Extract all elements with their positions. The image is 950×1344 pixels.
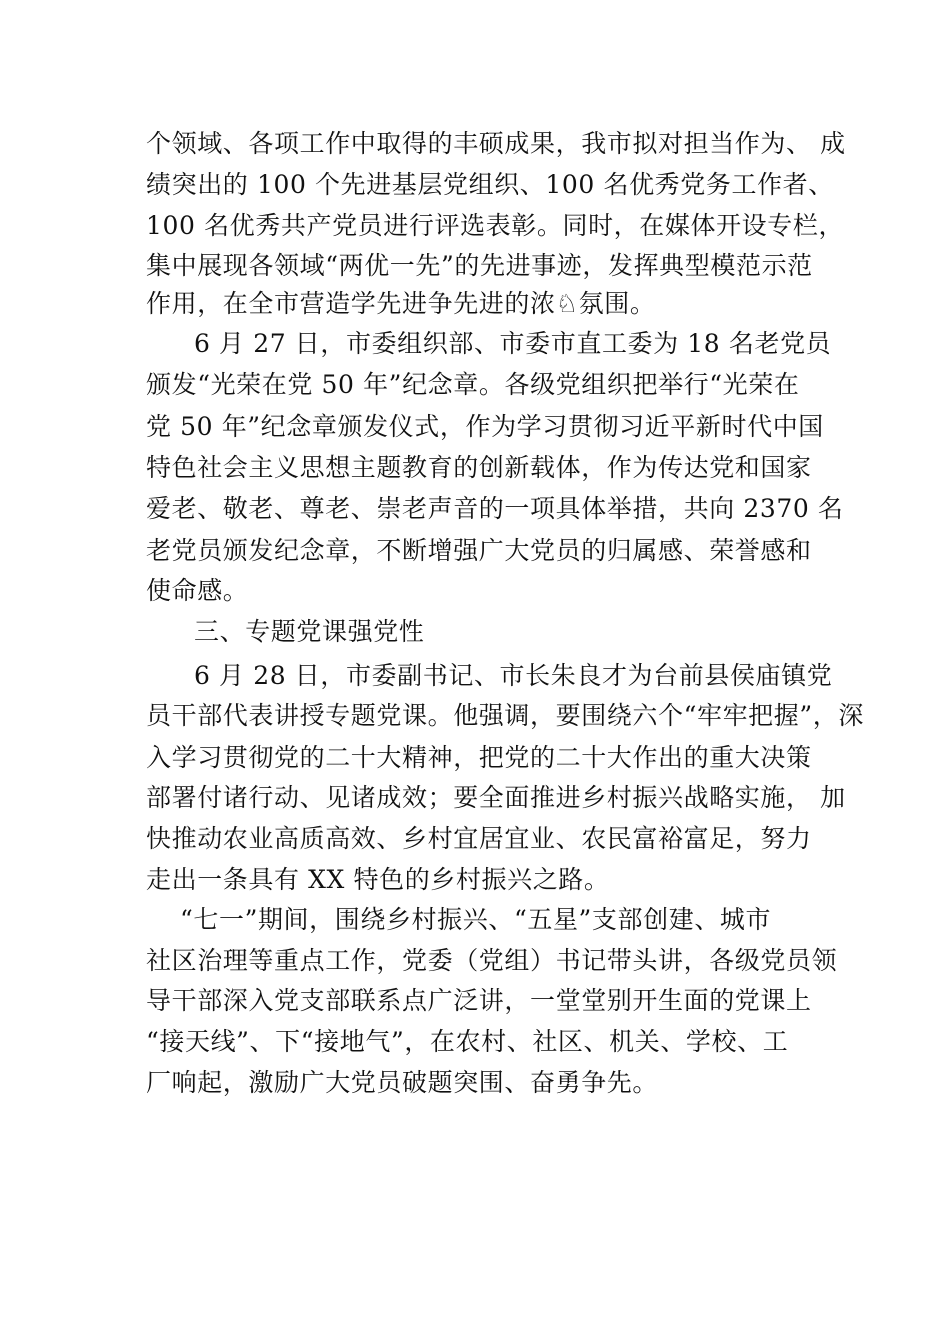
text-line: 快推动农业高质高效、乡村宜居宜业、农民富裕富足，努力	[146, 824, 812, 853]
text-line: 绩突出的 100 个先进基层党组织、100 名优秀党务工作者、	[146, 170, 834, 199]
text-line: 爱老、敬老、尊老、崇老声音的一项具体举措，共向 2370 名	[146, 494, 844, 523]
paragraph-first-line: “七一”期间，围绕乡村振兴、“五星”支部创建、城市	[180, 905, 772, 934]
text-line: 个领域、各项工作中取得的丰硕成果，我市拟对担当作为、 成	[146, 129, 846, 158]
text-line: 特色社会主义思想主题教育的创新载体，作为传达党和国家	[146, 453, 812, 482]
text-line: 导干部深入党支部联系点广泛讲，一堂堂别开生面的党课上	[146, 986, 812, 1015]
text-line: “接天线”、下“接地气”，在农村、社区、机关、学校、工	[146, 1027, 789, 1056]
text-line: 颁发“光荣在党 50 年”纪念章。各级党组织把举行“光荣在	[146, 370, 800, 399]
text-line: 100 名优秀共产党员进行评选表彰。同时，在媒体开设专栏，	[146, 211, 845, 240]
text-line: 走出一条具有 XX 特色的乡村振兴之路。	[146, 865, 610, 894]
section-heading: 三、专题党课强党性	[194, 617, 425, 646]
text-line: 社区治理等重点工作，党委（党组）书记带头讲，各级党员领	[146, 946, 838, 975]
paragraph-first-line: 6 月 27 日，市委组织部、市委市直工委为 18 名老党员	[194, 329, 832, 358]
text-line: 集中展现各领域“两优一先”的先进事迹，发挥典型模范示范	[146, 251, 813, 280]
text-line: 厂响起，激励广大党员破题突围、奋勇争先。	[146, 1068, 659, 1097]
text-line: 入学习贯彻党的二十大精神，把党的二十大作出的重大决策	[146, 743, 812, 772]
text-line: 部署付诸行动、见诸成效；要全面推进乡村振兴战略实施， 加	[146, 783, 846, 812]
text-line: 老党员颁发纪念章，不断增强广大党员的归属感、荣誉感和	[146, 536, 812, 565]
text-line: 员干部代表讲授专题党课。他强调，要围绕六个“牢牢把握”，深	[146, 701, 864, 730]
text-line: 党 50 年”纪念章颁发仪式，作为学习贯彻习近平新时代中国	[146, 412, 824, 441]
text-line: 使命感。	[146, 576, 249, 605]
paragraph-first-line: 6 月 28 日，市委副书记、市长朱良才为台前县侯庙镇党	[194, 661, 833, 690]
text-line: 作用，在全市营造学先进争先进的浓♘氛围。	[146, 289, 656, 318]
